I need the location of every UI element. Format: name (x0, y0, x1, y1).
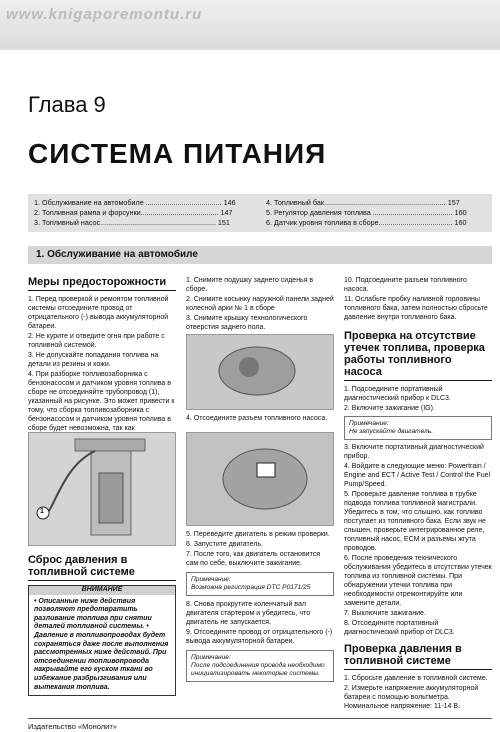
paragraph: 4. При разборке топливозаборника с бензонасосом и датчиком уровня топлива в сборе не отсоединяйте трубопровод (1), указанный на рисунке. Это может привести к тому, что сборка топливозаборника с бензонасосом и датчиком уровня топлива в сборе будет невозможна, так как (28, 371, 175, 432)
pressure-check-heading: Проверка давления в топливной системе (344, 643, 492, 670)
table-of-contents (28, 194, 492, 232)
footer-rule (28, 718, 492, 719)
watermark-url: www.knigaporemontu.ru (6, 6, 203, 23)
toc-entry[interactable]: 2. Топливная рампа и форсунки....................................... 147 (34, 208, 233, 217)
note-box (186, 572, 334, 596)
note-title: Примечание: (349, 420, 389, 427)
column-2-step4 (186, 414, 334, 424)
paragraph: 6. Запустите двигатель. (186, 541, 264, 548)
paragraph: 8. Отсоедините портативный диагностический прибор от DLC3. (344, 620, 455, 636)
paragraph: 6. После проведения технического обслуживания убедитесь в отсутствии утечек топлива из топливной системы. При обнаружении утечки топлива при необходимости отремонтируйте или замените детали. (344, 555, 492, 607)
paragraph: 3. Снимите крышку технологического отверстия заднего пола. (186, 315, 308, 331)
page-title: СИСТЕМА ПИТАНИЯ (28, 138, 327, 169)
paragraph: 2. Не курите и отведите огня при работе с топливной системой. (28, 333, 165, 349)
paragraph: 9. Отсоедините провод от отрицательного (-) вывода аккумуляторной батареи. (186, 629, 333, 645)
paragraph: 2. Измерьте напряжение аккумуляторной батареи с помощью вольтметра. Номинальное напряжение: 11-14 В. (344, 685, 479, 710)
note-text: Возможна регистрация DTC P0171/25 (191, 584, 311, 591)
warning-title: ВНИМАНИЕ (29, 586, 175, 595)
column-2 (186, 276, 334, 333)
access-hole-photo-icon (187, 335, 333, 409)
note-box (344, 416, 492, 440)
column-1 (28, 276, 176, 443)
access-hole-figure (186, 334, 334, 410)
pressure-release-heading: Сброс давления в топливной системе (28, 554, 176, 581)
paragraph: 1. Сбросьте давление в топливной системе. (344, 675, 488, 682)
paragraph: 1. Подсоедините портативный диагностический прибор к DLC3. (344, 386, 451, 402)
section-title: 1. Обслуживание на автомобиле (36, 249, 198, 260)
note-title: Примечание: (191, 576, 231, 583)
paragraph: 3. Включите портативный диагностический прибор. (344, 444, 484, 460)
note-text: Не запускайте двигатель. (349, 428, 434, 435)
toc-entry[interactable]: 1. Обслуживание на автомобиле ...................................... 146 (34, 198, 236, 207)
chapter-label: Глава 9 (28, 92, 106, 117)
toc-left-column (34, 198, 256, 228)
callout-number: 1 (40, 508, 44, 515)
note-title: Примечание: (191, 654, 231, 661)
leak-check-heading: Проверка на отсутствие утечек топлива, проверка работы топливного насоса (344, 330, 492, 381)
paragraph: 8. Снова прокрутите коленчатый вал двигателя стартером и убедитесь, что двигатель не запускается. (186, 601, 311, 626)
paragraph: 11. Ослабьте пробку наливной горловины топливного бака, затем полностью сбросьте давление внутри топливного бака. (344, 296, 488, 321)
toc-entry[interactable]: 5. Регулятор давления топлива ........................................ 160 (266, 208, 467, 217)
paragraph: 5. Проверьте давление топлива в трубке подвода топлива топливной магистрали. Убедитесь в том, что слышно, как топливо поступает из топливного бака. Если звук не слышен, проверьте интегрированное реле, топливный насос, ECM и разъемы жгута проводов. (344, 491, 486, 552)
toc-entry[interactable]: 3. Топливный насос.......................................................... 151 (34, 218, 230, 227)
paragraph: 5. Переведите двигатель в режим проверки. (186, 531, 330, 538)
warning-text: • Описанные ниже действия позволяют предотвратить разливание топлива при снятии деталей топливной системы. • Давление в топливопроводах будет сохраняться даже после выполнения рассмотренных ниже действий. При отсоединении топливопровода накрывайте его куском ткани во избежание разбрызгивания или вытекания топлива. (34, 597, 169, 691)
paragraph: 2. Снимите косынку наружной панели задней колесной арки № 1 в сборе (186, 296, 334, 312)
warning-box (28, 585, 176, 696)
toc-right-column (266, 198, 488, 228)
fuel-pump-diagram-icon (29, 433, 175, 545)
note-box (186, 650, 334, 682)
paragraph: 4. Войдите в следующие меню: Powertrain / Engine and ECT / Active Test / Control the Fuel Pump/Speed. (344, 463, 491, 488)
fuel-pump-assembly-figure (28, 432, 176, 546)
paragraph: 10. Подсоедините разъем топливного насоса. (344, 277, 467, 293)
paragraph: 7. Выключите зажигание. (344, 610, 426, 617)
precautions-heading: Меры предосторожности (28, 276, 176, 291)
paragraph: 7. После того, как двигатель остановится сам по себе, выключите зажигание. (186, 551, 320, 567)
toc-entry[interactable]: 4. Топливный бак............................................................. 157 (266, 198, 460, 207)
paragraph: 3. Не допускайте попадания топлива на детали из резины и кожи. (28, 352, 159, 368)
column-3 (344, 276, 492, 712)
note-text: После подсоединения провода необходимо инициализировать некоторые системы. (191, 662, 325, 677)
paragraph: 1. Снимите подушку заднего сиденья в сборе. (186, 277, 314, 293)
section-heading (28, 246, 492, 264)
pump-connector-figure (186, 432, 334, 526)
column-1-lower (28, 554, 176, 696)
column-2-lower (186, 530, 334, 682)
pump-connector-photo-icon (187, 433, 333, 525)
publisher-footer: Издательство «Монолит» (28, 722, 117, 731)
paragraph: 4. Отсоедините разъем топливного насоса. (186, 415, 328, 422)
toc-entry[interactable]: 6. Датчик уровня топлива в сборе..................................... 160 (266, 218, 467, 227)
paragraph: 1. Перед проверкой и ремонтом топливной системы отсоедините провод от отрицательного (-) вывода аккумуляторной батареи. (28, 296, 169, 330)
paragraph: 2. Включите зажигание (IG). (344, 405, 435, 412)
